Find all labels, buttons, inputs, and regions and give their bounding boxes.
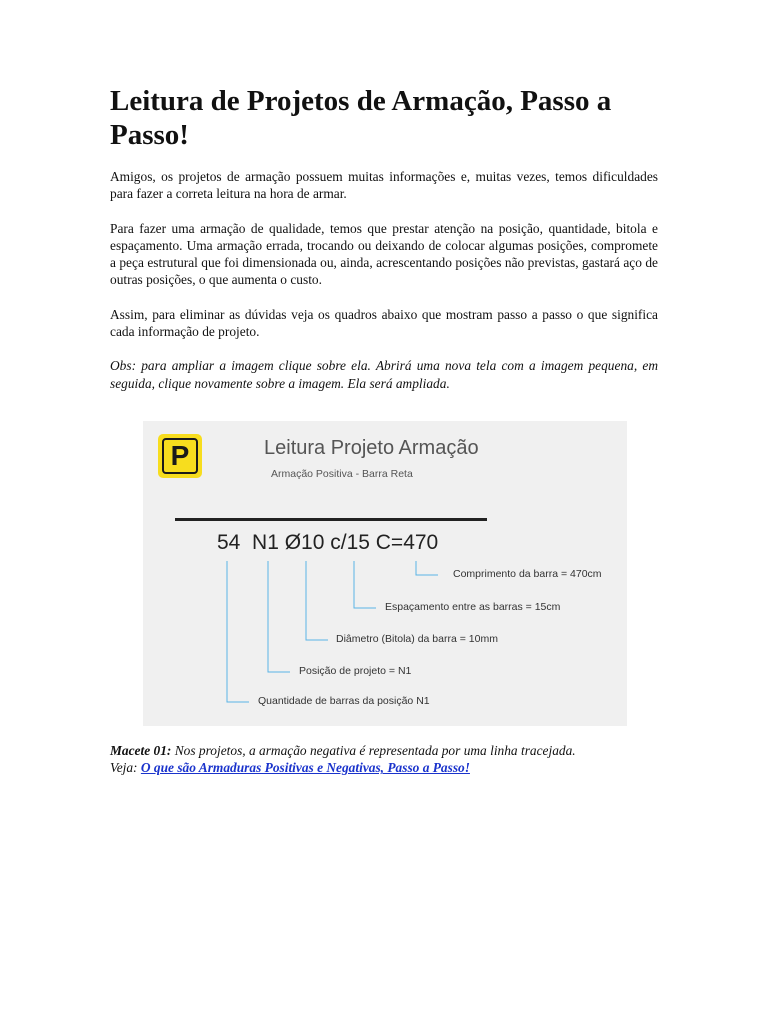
- tip-block: [110, 742, 658, 777]
- figure-subtitle: Armação Positiva - Barra Reta: [271, 468, 413, 480]
- callout-posicao: Posição de projeto = N1: [299, 665, 412, 677]
- rebar-reading-figure[interactable]: [143, 421, 627, 726]
- leader-quantidade: [227, 561, 249, 702]
- leader-espacamento: [354, 561, 376, 608]
- figure-title: Leitura Projeto Armação: [264, 437, 479, 459]
- callout-quantidade: Quantidade de barras da posição N1: [258, 695, 430, 707]
- page-title: Leitura de Projetos de Armação, Passo a Passo!: [110, 85, 612, 151]
- tip-see: Veja:: [110, 760, 141, 776]
- tip-text: Nos projetos, a armação negativa é representada por uma linha tracejada.: [171, 743, 576, 758]
- leader-diametro: [306, 561, 328, 640]
- badge-letter: P: [162, 438, 198, 474]
- tip-label: Macete 01:: [110, 743, 172, 758]
- article: [110, 84, 658, 392]
- leader-comprimento: [416, 561, 438, 575]
- paragraph-tables: Assim, para eliminar as dúvidas veja os quadros abaixo que mostram passo a passo o que significa cada informação de projeto.: [110, 306, 658, 340]
- callout-diametro: Diâmetro (Bitola) da barra = 10mm: [336, 633, 498, 645]
- tip-link[interactable]: O que são Armaduras Positivas e Negativas, Passo a Passo!: [140, 760, 470, 776]
- paragraph-intro: Amigos, os projetos de armação possuem muitas informações e, muitas vezes, temos dificuldades para fazer a correta leitura na hora de armar.: [110, 169, 658, 202]
- rebar-code: 54 N1 Ø10 c/15 C=470: [217, 531, 439, 554]
- paragraph-note: Obs: para ampliar a imagem clique sobre ela. Abrirá uma nova tela com a imagem pequena, em seguida, clique novamente sobre a imagem. Ela será ampliada.: [110, 358, 658, 391]
- callout-comprimento: Comprimento da barra = 470cm: [453, 568, 602, 580]
- callout-espacamento: Espaçamento entre as barras = 15cm: [385, 601, 561, 613]
- paragraph-quality: Para fazer uma armação de qualidade, temos que prestar atenção na posição, quantidade, bitola e espaçamento. Uma armação errada, trocando ou deixando de colocar algumas posições, compromete a peça estrutural que foi dimensionada ou, ainda, acrescentando posições não previstas, gastará aço de outras posições, o que aumenta o custo.: [110, 220, 658, 288]
- leader-posicao: [268, 561, 290, 672]
